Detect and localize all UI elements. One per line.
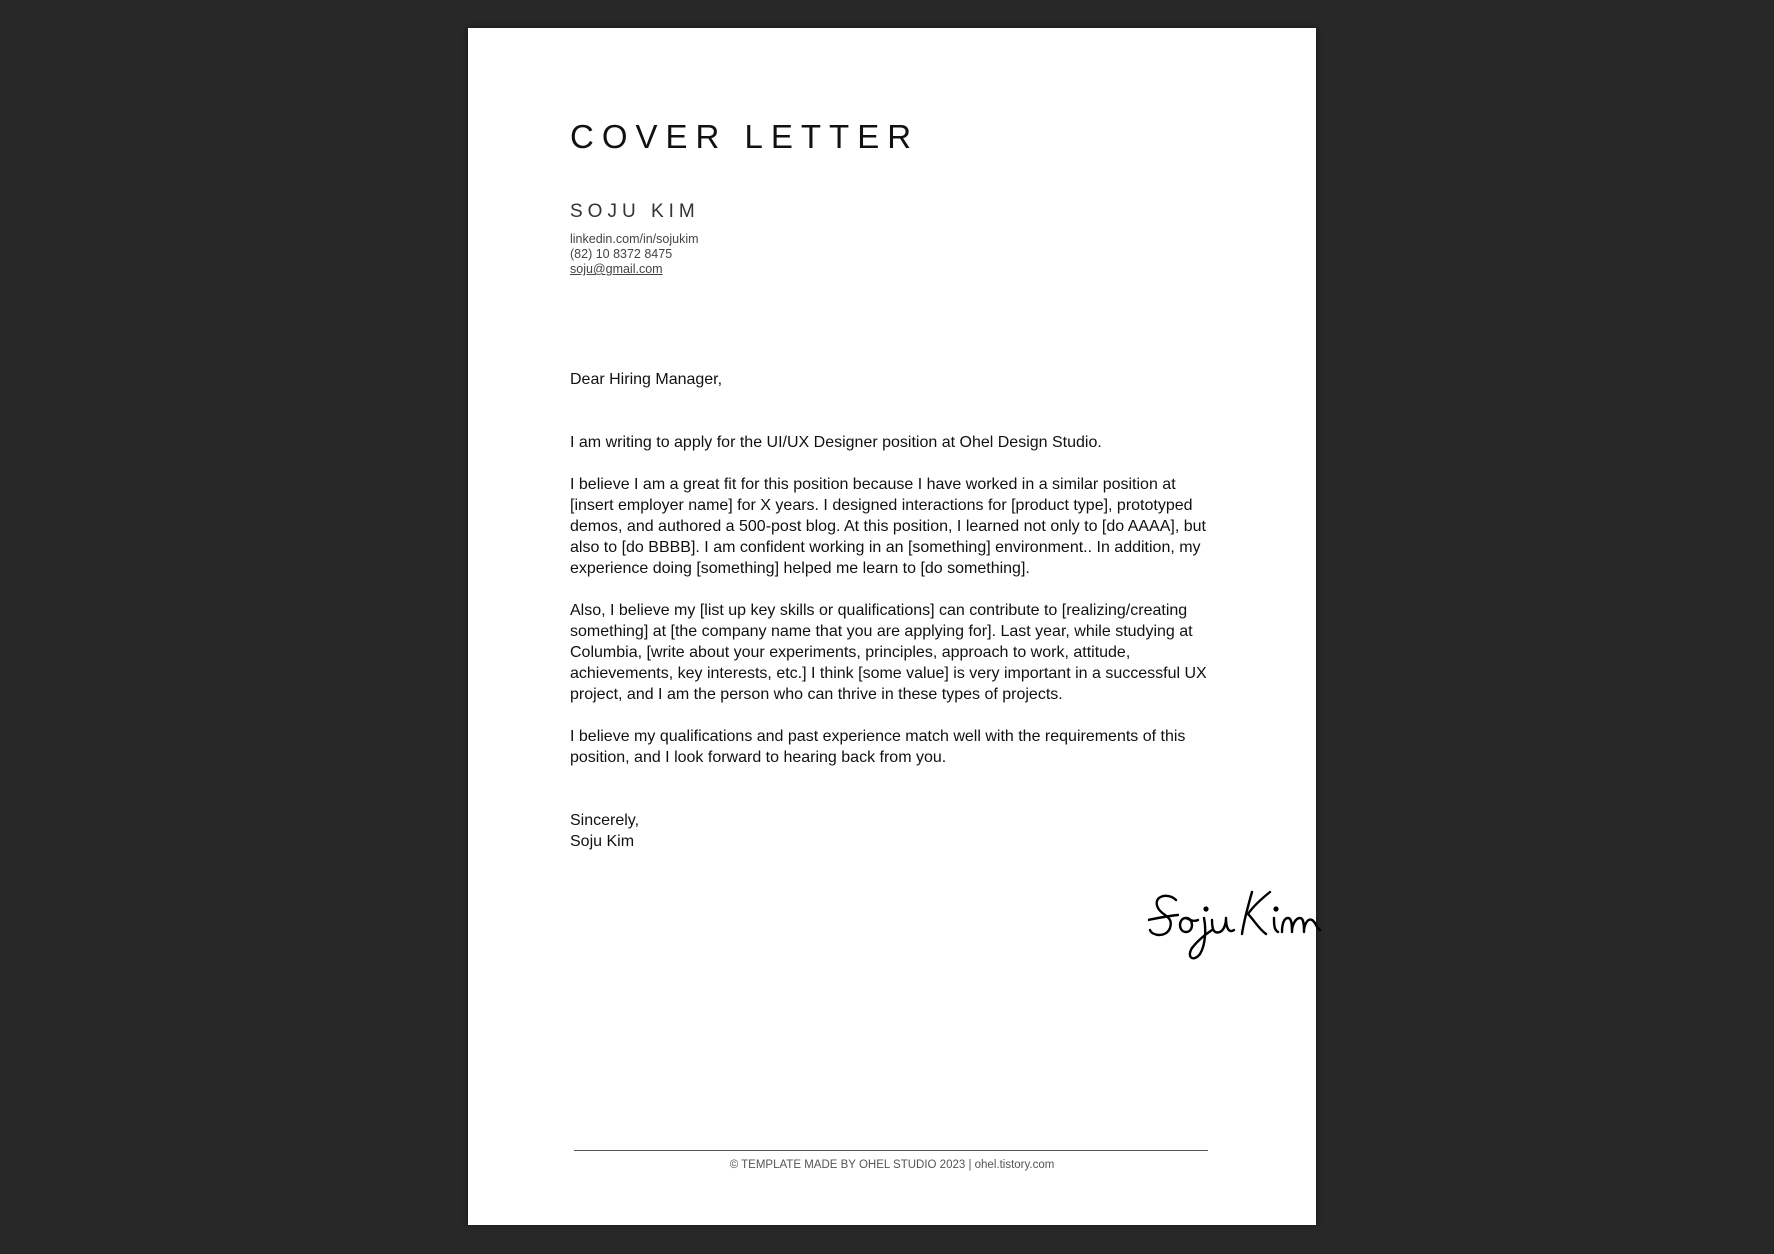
sender-name: SOJU KIM bbox=[570, 201, 700, 222]
footer-divider bbox=[574, 1150, 1208, 1151]
footer-text: © TEMPLATE MADE BY OHEL STUDIO 2023 | ohel.tistory.com bbox=[729, 1159, 1055, 1171]
contact-block bbox=[570, 232, 699, 277]
handwritten-signature bbox=[1148, 878, 1323, 968]
email-link[interactable]: soju@gmail.com bbox=[570, 262, 663, 276]
document-title: COVER LETTER bbox=[570, 118, 920, 155]
closing-name: Soju Kim bbox=[570, 833, 635, 850]
letter-body bbox=[570, 369, 1222, 852]
paragraph-intro: I am writing to apply for the UI/UX Designer position at Ohel Design Studio. bbox=[570, 434, 1102, 451]
paragraph-skills: Also, I believe my [list up key skills or qualifications] can contribute to [realizing/creating something] at [the company name that you are applying for]. Last year, while studying at Columbia, [write about your experiments, principles, approach to work, attitude, achievements, key interests, etc.] I think [some value] is very important in a successful UX project, and I am the person who can thrive in these types of projects. bbox=[570, 602, 1207, 703]
greeting: Dear Hiring Manager, bbox=[570, 371, 723, 388]
paragraph-experience: I believe I am a great fit for this position because I have worked in a similar position at [insert employer name] for X years. I designed interactions for [product type], prototyped demos, and authored a 500-post blog. At this position, I learned not only to [do AAAA], but also to [do BBBB]. I am confident working in an [something] environment.. In addition, my experience doing [something] helped me learn to [do something]. bbox=[570, 476, 1206, 577]
paragraph-closing: I believe my qualifications and past experience match well with the requirements of this position, and I look forward to hearing back from you. bbox=[570, 728, 1186, 766]
document-page bbox=[468, 28, 1316, 1225]
phone-text: (82) 10 8372 8475 bbox=[570, 247, 673, 261]
closing-block bbox=[570, 810, 1222, 852]
closing-salutation: Sincerely, bbox=[570, 812, 640, 829]
linkedin-text: linkedin.com/in/sojukim bbox=[570, 232, 699, 246]
